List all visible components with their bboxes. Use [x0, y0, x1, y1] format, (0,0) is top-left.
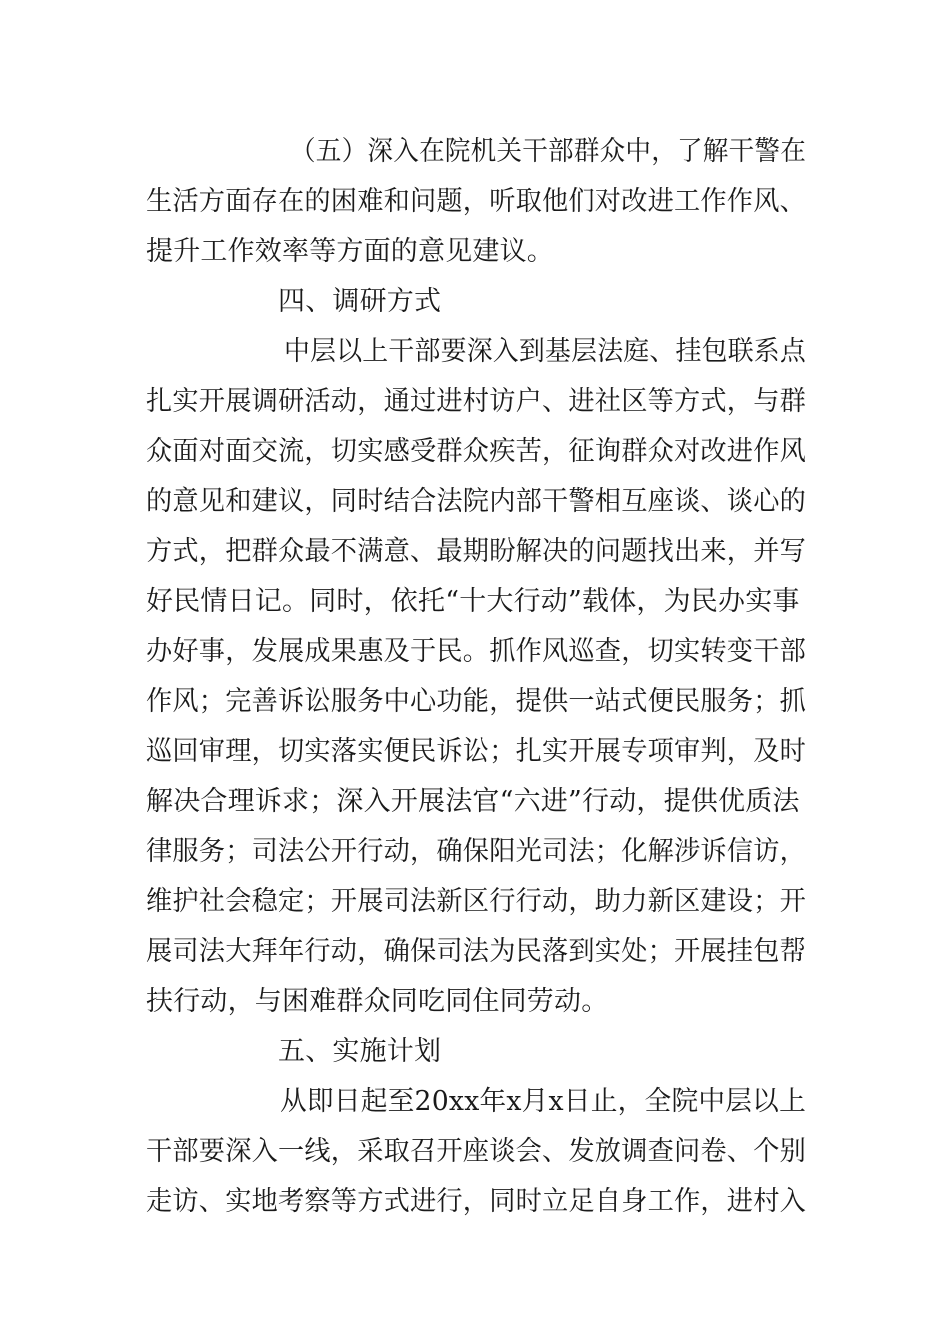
paragraph-line: 作风；完善诉讼服务中心功能，提供一站式便民服务；抓: [146, 686, 806, 717]
paragraph-line: 巡回审理，切实落实便民诉讼；扎实开展专项审判，及时: [146, 736, 806, 767]
paragraph-line: 扶行动，与困难群众同吃同住同劳动。: [146, 986, 609, 1017]
paragraph-line: 扎实开展调研活动，通过进村访户、进社区等方式，与群: [146, 386, 806, 417]
paragraph-line: 从即日起至20xx年x月x日止，全院中层以上: [280, 1086, 806, 1117]
paragraph-line: 解决合理诉求；深入开展法官“六进”行动，提供优质法: [146, 786, 800, 817]
paragraph-line: （五）深入在院机关干部群众中，了解干警在: [290, 136, 806, 167]
paragraph-line: 律服务；司法公开行动，确保阳光司法；化解涉诉信访，: [146, 836, 806, 867]
paragraph-line: 中层以上干部要深入到基层法庭、挂包联系点: [284, 336, 806, 367]
paragraph-line: 走访、实地考察等方式进行，同时立足自身工作，进村入: [146, 1186, 806, 1217]
paragraph-line: 办好事，发展成果惠及于民。抓作风巡查，切实转变干部: [146, 636, 806, 667]
paragraph-line: 展司法大拜年行动，确保司法为民落到实处；开展挂包帮: [146, 936, 806, 967]
paragraph-line: 生活方面存在的困难和问题，听取他们对改进工作作风、: [146, 186, 806, 217]
section-heading: 五、实施计划: [278, 1036, 442, 1067]
paragraph-line: 方式，把群众最不满意、最期盼解决的问题找出来，并写: [146, 536, 806, 567]
paragraph-line: 好民情日记。同时，依托“十大行动”载体，为民办实事: [146, 586, 800, 617]
section-heading: 四、调研方式: [278, 286, 442, 317]
paragraph-line: 干部要深入一线，采取召开座谈会、发放调查问卷、个别: [146, 1136, 806, 1167]
paragraph-line: 维护社会稳定；开展司法新区行行动，助力新区建设；开: [146, 886, 806, 917]
paragraph-line: 众面对面交流，切实感受群众疾苦，征询群众对改进作风: [146, 436, 806, 467]
paragraph-line: 的意见和建议，同时结合法院内部干警相互座谈、谈心的: [146, 486, 806, 517]
paragraph-line: 提升工作效率等方面的意见建议。: [146, 236, 554, 267]
